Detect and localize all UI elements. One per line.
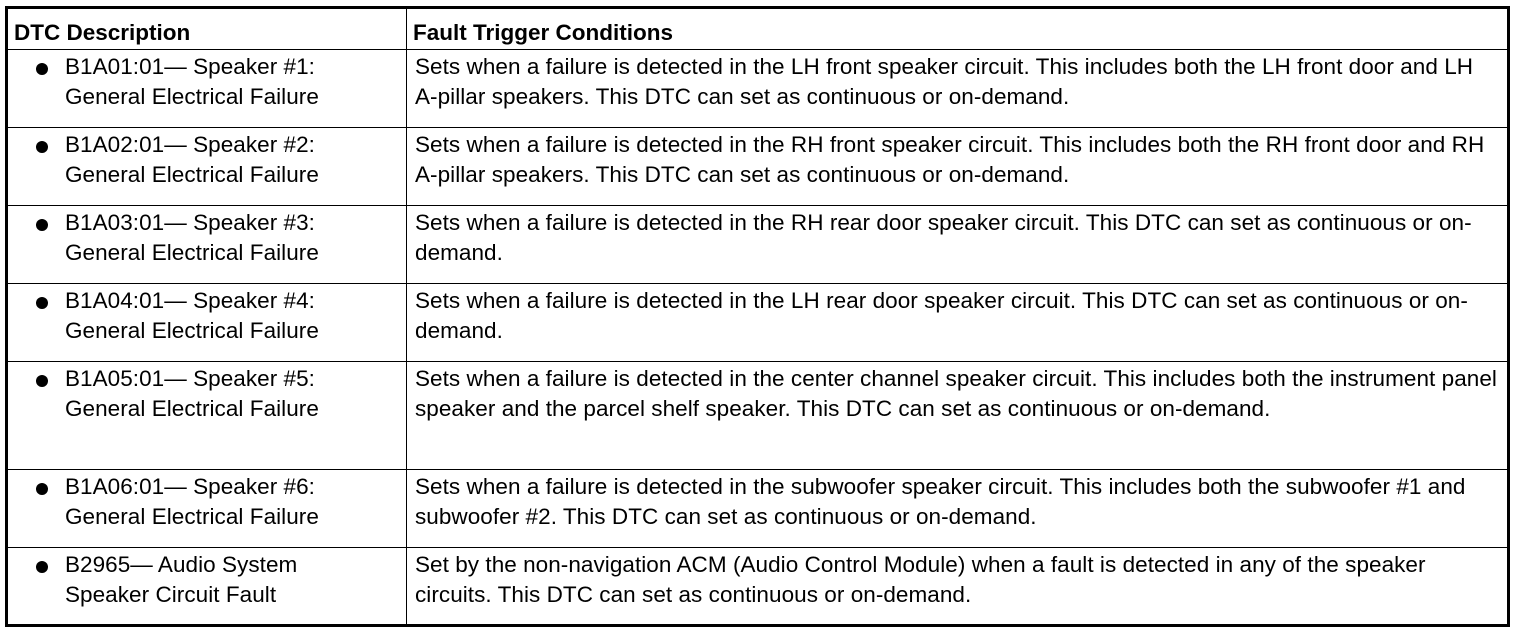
dtc-description-cell — [7, 548, 407, 626]
dtc-code: B1A03:01— Speaker #3: — [65, 210, 315, 235]
fault-trigger-cell — [407, 362, 1509, 470]
table-row — [7, 470, 1509, 548]
dtc-code: B2965— Audio System — [65, 552, 298, 577]
dtc-name: General Electrical Failure — [65, 240, 319, 265]
dtc-code: B1A04:01— Speaker #4: — [65, 288, 315, 313]
fault-trigger-text: Sets when a failure is detected in the subwoofer speaker circuit. This includes both the subwoofer #1 and subwoofer #2. This DTC can set as continuous or on-demand. — [415, 474, 1466, 529]
bullet-icon — [36, 375, 48, 387]
bullet-icon — [36, 141, 48, 153]
header-fault-trigger-conditions: Fault Trigger Conditions — [407, 8, 1509, 50]
fault-trigger-cell — [407, 128, 1509, 206]
table-row — [7, 362, 1509, 470]
bullet-icon — [36, 219, 48, 231]
bullet-icon — [36, 63, 48, 75]
dtc-description-cell — [7, 362, 407, 470]
table-row — [7, 284, 1509, 362]
fault-trigger-cell — [407, 470, 1509, 548]
dtc-description-cell — [7, 50, 407, 128]
table-row — [7, 548, 1509, 626]
dtc-code: B1A02:01— Speaker #2: — [65, 132, 315, 157]
table-row — [7, 206, 1509, 284]
table-row — [7, 128, 1509, 206]
dtc-name: General Electrical Failure — [65, 504, 319, 529]
dtc-name: General Electrical Failure — [65, 84, 319, 109]
dtc-name: General Electrical Failure — [65, 396, 319, 421]
fault-trigger-cell — [407, 206, 1509, 284]
dtc-table — [5, 6, 1510, 627]
table-header-row — [7, 8, 1509, 50]
bullet-icon — [36, 297, 48, 309]
dtc-table-container — [5, 6, 1510, 627]
fault-trigger-cell — [407, 548, 1509, 626]
fault-trigger-text: Sets when a failure is detected in the RH front speaker circuit. This includes both the RH front door and RH A-pillar speakers. This DTC can set as continuous or on-demand. — [415, 132, 1485, 187]
bullet-icon — [36, 483, 48, 495]
dtc-name: Speaker Circuit Fault — [65, 582, 277, 607]
dtc-description-cell — [7, 206, 407, 284]
dtc-name: General Electrical Failure — [65, 162, 319, 187]
table-row — [7, 50, 1509, 128]
fault-trigger-text: Set by the non-navigation ACM (Audio Control Module) when a fault is detected in any of the speaker circuits. This DTC can set as continuous or on-demand. — [415, 552, 1426, 607]
fault-trigger-text: Sets when a failure is detected in the center channel speaker circuit. This includes both the instrument panel speaker and the parcel shelf speaker. This DTC can set as continuous or on-demand. — [415, 366, 1497, 421]
dtc-description-cell — [7, 470, 407, 548]
dtc-description-cell — [7, 284, 407, 362]
bullet-icon — [36, 561, 48, 573]
fault-trigger-text: Sets when a failure is detected in the LH rear door speaker circuit. This DTC can set as continuous or on-demand. — [415, 288, 1468, 343]
header-dtc-description: DTC Description — [7, 8, 407, 50]
dtc-code: B1A01:01— Speaker #1: — [65, 54, 315, 79]
dtc-code: B1A05:01— Speaker #5: — [65, 366, 315, 391]
dtc-name: General Electrical Failure — [65, 318, 319, 343]
fault-trigger-text: Sets when a failure is detected in the RH rear door speaker circuit. This DTC can set as continuous or on-demand. — [415, 210, 1472, 265]
fault-trigger-cell — [407, 284, 1509, 362]
fault-trigger-cell — [407, 50, 1509, 128]
dtc-description-cell — [7, 128, 407, 206]
fault-trigger-text: Sets when a failure is detected in the LH front speaker circuit. This includes both the LH front door and LH A-pillar speakers. This DTC can set as continuous or on-demand. — [415, 54, 1474, 109]
dtc-code: B1A06:01— Speaker #6: — [65, 474, 315, 499]
